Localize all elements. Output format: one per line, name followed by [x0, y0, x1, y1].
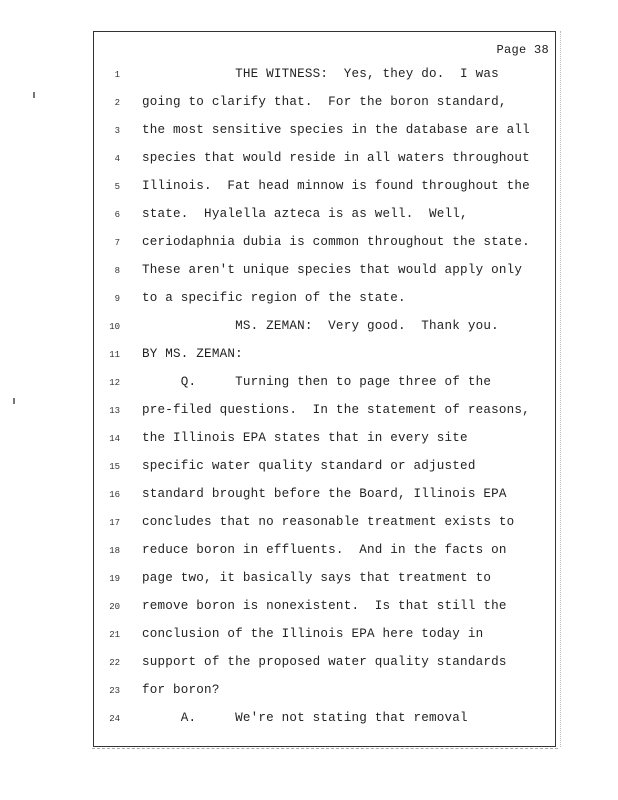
- transcript-line: [94, 683, 555, 703]
- transcript-line: [94, 403, 555, 423]
- line-number: 3: [114, 126, 120, 136]
- line-number: 20: [109, 602, 120, 612]
- line-number: 21: [109, 630, 120, 640]
- line-number: 17: [109, 518, 120, 528]
- transcript-line: [94, 655, 555, 675]
- line-number: 19: [109, 574, 120, 584]
- line-number: 14: [109, 434, 120, 444]
- line-text: to a specific region of the state.: [142, 291, 406, 305]
- line-number: 13: [109, 406, 120, 416]
- transcript-line: [94, 543, 555, 563]
- line-number: 18: [109, 546, 120, 556]
- transcript-line: [94, 151, 555, 171]
- line-text: These aren't unique species that would apply only: [142, 263, 523, 277]
- line-number: 15: [109, 462, 120, 472]
- scan-speck: [13, 398, 15, 404]
- line-number: 12: [109, 378, 120, 388]
- line-text: state. Hyalella azteca is as well. Well,: [142, 207, 468, 221]
- line-number: 6: [114, 210, 120, 220]
- line-text: Illinois. Fat head minnow is found throughout the: [142, 179, 530, 193]
- transcript-line: [94, 711, 555, 731]
- line-text: ceriodaphnia dubia is common throughout the state.: [142, 235, 530, 249]
- line-text: for boron?: [142, 683, 220, 697]
- line-text: MS. ZEMAN: Very good. Thank you.: [142, 319, 499, 333]
- line-number: 1: [114, 70, 120, 80]
- line-text: standard brought before the Board, Illinois EPA: [142, 487, 507, 501]
- line-text: reduce boron in effluents. And in the facts on: [142, 543, 507, 557]
- transcript-line: [94, 67, 555, 87]
- scan-edge-bottom: [92, 748, 558, 750]
- transcript-line: [94, 347, 555, 367]
- transcript-line: [94, 459, 555, 479]
- page-number: Page 38: [496, 43, 549, 57]
- line-text: the Illinois EPA states that in every site: [142, 431, 468, 445]
- line-number: 22: [109, 658, 120, 668]
- line-number: 7: [114, 238, 120, 248]
- scan-edge-right: [560, 31, 562, 747]
- line-number: 4: [114, 154, 120, 164]
- transcript-line: [94, 599, 555, 619]
- transcript-line: [94, 291, 555, 311]
- transcript-line: [94, 123, 555, 143]
- transcript-line: [94, 207, 555, 227]
- line-text: pre-filed questions. In the statement of reasons,: [142, 403, 530, 417]
- transcript-line: [94, 235, 555, 255]
- line-text: page two, it basically says that treatment to: [142, 571, 492, 585]
- line-number: 10: [109, 322, 120, 332]
- line-number: 11: [109, 350, 120, 360]
- transcript-page: [93, 31, 556, 747]
- transcript-line: [94, 263, 555, 283]
- transcript-line: [94, 375, 555, 395]
- line-text: Q. Turning then to page three of the: [142, 375, 492, 389]
- transcript-line: [94, 95, 555, 115]
- transcript-line: [94, 627, 555, 647]
- line-text: support of the proposed water quality standards: [142, 655, 507, 669]
- line-number: 5: [114, 182, 120, 192]
- line-number: 8: [114, 266, 120, 276]
- transcript-line: [94, 515, 555, 535]
- line-number: 2: [114, 98, 120, 108]
- transcript-line: [94, 571, 555, 591]
- line-text: remove boron is nonexistent. Is that still the: [142, 599, 507, 613]
- line-text: THE WITNESS: Yes, they do. I was: [142, 67, 499, 81]
- line-text: A. We're not stating that removal: [142, 711, 468, 725]
- line-text: concludes that no reasonable treatment exists to: [142, 515, 515, 529]
- line-text: the most sensitive species in the database are all: [142, 123, 530, 137]
- line-text: conclusion of the Illinois EPA here today in: [142, 627, 484, 641]
- transcript-line: [94, 179, 555, 199]
- transcript-line: [94, 319, 555, 339]
- line-number: 16: [109, 490, 120, 500]
- scan-speck: [33, 92, 35, 98]
- line-text: going to clarify that. For the boron standard,: [142, 95, 507, 109]
- line-number: 9: [114, 294, 120, 304]
- line-text: BY MS. ZEMAN:: [142, 347, 243, 361]
- transcript-line: [94, 487, 555, 507]
- transcript-line: [94, 431, 555, 451]
- line-number: 24: [109, 714, 120, 724]
- line-text: species that would reside in all waters throughout: [142, 151, 530, 165]
- line-number: 23: [109, 686, 120, 696]
- line-text: specific water quality standard or adjusted: [142, 459, 476, 473]
